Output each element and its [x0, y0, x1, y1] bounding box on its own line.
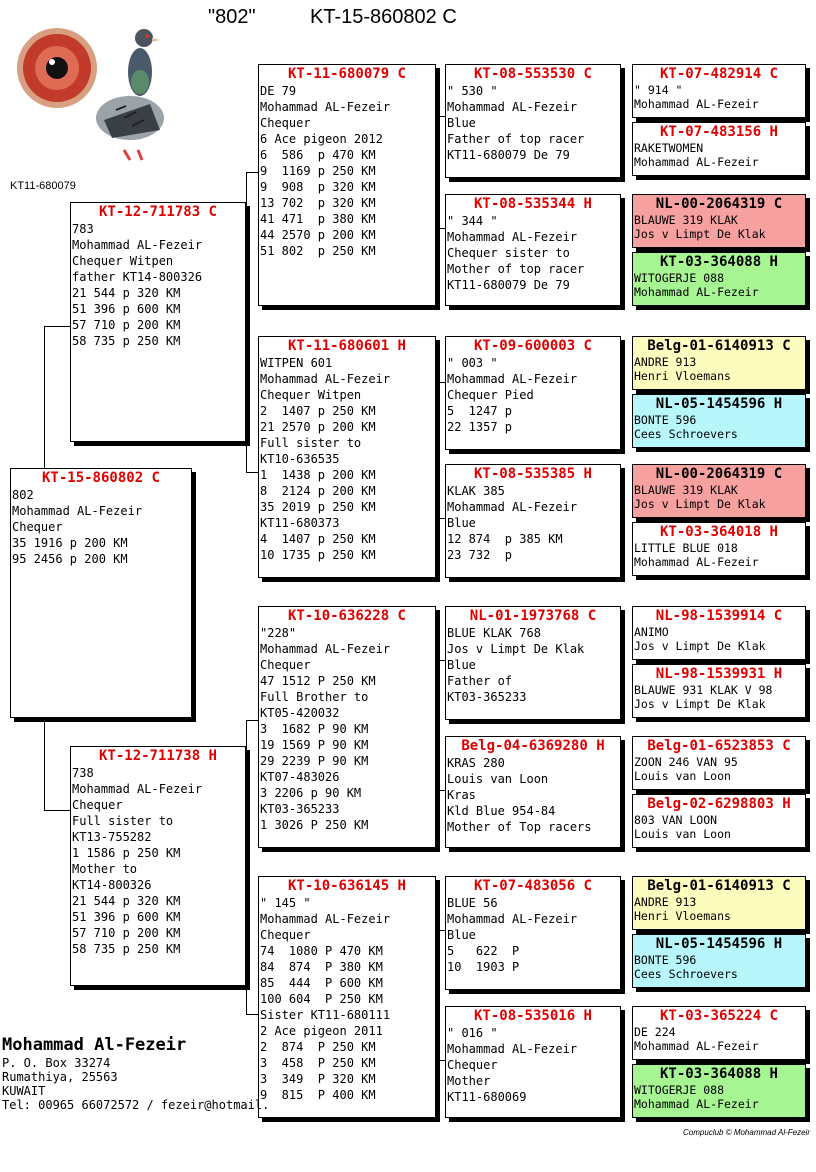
ring-number: Belg-01-6523853 C: [647, 738, 791, 754]
connector-line: [436, 228, 445, 229]
ring-number: KT-15-860802 C: [41, 470, 160, 486]
info-line: 12 874 p 385 KM: [447, 532, 563, 546]
pigeon-g5-12: [632, 794, 806, 848]
info-line: ANIMO: [634, 625, 669, 639]
info-line: Jos v Limpt De Klak: [634, 697, 766, 711]
pigeon-g5-9: [632, 606, 806, 660]
info-line: 2 Ace pigeon 2011: [260, 1024, 383, 1038]
header-ring: KT-15-860802 C: [310, 6, 457, 28]
info-line: Jos v Limpt De Klak: [634, 227, 766, 241]
photo-caption: KT11-680079: [10, 180, 76, 192]
pigeon-g5-8: [632, 522, 806, 576]
info-line: Mohammad AL-Fezeir: [260, 372, 391, 386]
ring-number: Belg-04-6369280 H: [461, 738, 605, 754]
info-line: 84 874 P 380 KM: [260, 960, 383, 974]
info-line: Chequer Witpen: [260, 388, 362, 402]
ring-number: KT-07-483056 C: [473, 878, 592, 894]
info-line: Mohammad AL-Fezeir: [72, 782, 203, 796]
pigeon-sire: [70, 202, 246, 442]
info-line: Chequer: [72, 798, 123, 812]
info-line: RAKETWOMEN: [634, 141, 704, 155]
info-line: 51 396 p 600 KM: [72, 302, 181, 316]
info-line: 6 586 p 470 KM: [260, 148, 376, 162]
pigeon-g4-6: [445, 736, 621, 848]
info-line: 35 1916 p 200 KM: [12, 536, 128, 550]
info-line: 3 349 P 320 KM: [260, 1072, 376, 1086]
info-line: 85 444 P 600 KM: [260, 976, 383, 990]
info-line: Mohammad AL-Fezeir: [634, 1039, 759, 1053]
info-line: Father of top racer: [447, 132, 585, 146]
info-line: BLAUWE 931 KLAK V 98: [634, 683, 773, 697]
ring-number: KT-07-483156 H: [659, 124, 778, 140]
info-line: Mohammad AL-Fezeir: [12, 504, 143, 518]
info-line: 5 622 P: [447, 944, 520, 958]
info-line: Henri Vloemans: [634, 909, 731, 923]
ring-number: NL-00-2064319 C: [655, 196, 783, 212]
info-line: Chequer: [12, 520, 63, 534]
info-line: Louis van Loon: [634, 827, 731, 841]
connector-line: [246, 720, 247, 1014]
pigeon-sire-dam: [258, 336, 436, 578]
info-line: KLAK 385: [447, 484, 505, 498]
pigeon-g5-4: [632, 252, 806, 306]
pigeon-g4-8: [445, 1006, 621, 1118]
info-line: Mother of top racer: [447, 262, 585, 276]
ring-number: KT-09-600003 C: [473, 338, 592, 354]
owner-address-line1: P. O. Box 33274: [2, 1056, 111, 1070]
footer-credit: Compuclub © Mohammad Al-Fezeir: [683, 1128, 810, 1137]
info-line: Mohammad AL-Fezeir: [260, 642, 391, 656]
info-line: 51 396 p 600 KM: [72, 910, 181, 924]
info-line: 1 3026 P 250 KM: [260, 818, 369, 832]
info-line: BONTE 596: [634, 413, 697, 427]
info-line: 21 544 p 320 KM: [72, 894, 181, 908]
info-line: 2 1407 p 250 KM: [260, 404, 376, 418]
info-line: Blue: [447, 516, 476, 530]
pigeon-g4-1: [445, 64, 621, 178]
info-line: 21 544 p 320 KM: [72, 286, 181, 300]
info-line: 10 1903 P: [447, 960, 520, 974]
connector-line: [246, 172, 247, 472]
info-line: Louis van Loon: [634, 769, 731, 783]
pigeon-g5-16: [632, 1064, 806, 1118]
info-line: Mohammad AL-Fezeir: [634, 1097, 759, 1111]
info-line: Jos v Limpt De Klak: [634, 639, 766, 653]
connector-line: [436, 660, 437, 790]
info-line: Mohammad AL-Fezeir: [447, 912, 578, 926]
ring-number: KT-08-553530 C: [473, 66, 592, 82]
owner-address-line2: Rumathiya, 25563: [2, 1070, 118, 1084]
info-line: ANDRE 913: [634, 895, 697, 909]
info-line: 6 Ace pigeon 2012: [260, 132, 383, 146]
connector-line: [436, 930, 437, 1060]
info-line: KT10-636535: [260, 452, 340, 466]
ring-number: NL-98-1539914 C: [655, 608, 783, 624]
connector-line: [436, 382, 445, 383]
pigeon-g5-6: [632, 394, 806, 448]
ring-number: KT-08-535385 H: [473, 466, 592, 482]
pigeon-g5-2: [632, 122, 806, 176]
info-line: ANDRE 913: [634, 355, 697, 369]
connector-line: [44, 720, 45, 810]
info-line: 35 2019 p 250 KM: [260, 500, 376, 514]
header-name: "802": [208, 6, 256, 28]
info-line: Blue: [447, 928, 476, 942]
info-line: 4 1407 p 250 KM: [260, 532, 376, 546]
info-line: Kras: [447, 788, 476, 802]
info-line: WITOGERJE 088: [634, 1083, 725, 1097]
info-line: Blue: [447, 658, 476, 672]
info-line: 5 1247 p: [447, 404, 513, 418]
connector-line: [436, 116, 445, 117]
info-line: 3 1682 P 90 KM: [260, 722, 369, 736]
info-line: " 530 ": [447, 84, 498, 98]
info-line: 74 1080 P 470 KM: [260, 944, 383, 958]
info-line: Mohammad AL-Fezeir: [447, 230, 578, 244]
owner-block: [2, 1034, 269, 1112]
owner-contact: Tel: 00965 66072572 / fezeir@hotmail.: [2, 1098, 270, 1112]
ring-number: KT-10-636228 C: [287, 608, 406, 624]
info-line: Mohammad AL-Fezeir: [447, 100, 578, 114]
info-line: WITPEN 601: [260, 356, 333, 370]
ring-number: KT-12-711738 H: [98, 748, 217, 764]
connector-line: [436, 518, 445, 519]
info-line: Cees Schroevers: [634, 967, 738, 981]
info-line: KT07-483026: [260, 770, 340, 784]
info-line: Chequer: [260, 658, 311, 672]
info-line: KRAS 280: [447, 756, 505, 770]
info-line: KT03-365233: [447, 690, 527, 704]
info-line: 57 710 p 200 KM: [72, 926, 181, 940]
ring-number: KT-08-535344 H: [473, 196, 592, 212]
info-line: Henri Vloemans: [634, 369, 731, 383]
pigeon-g5-15: [632, 1006, 806, 1060]
owner-name: Mohammad Al-Fezeir: [2, 1035, 187, 1055]
ring-number: Belg-01-6140913 C: [647, 338, 791, 354]
ring-number: NL-00-2064319 C: [655, 466, 783, 482]
info-line: Mohammad AL-Fezeir: [447, 1042, 578, 1056]
info-line: Chequer: [260, 116, 311, 130]
info-line: Mohammad AL-Fezeir: [634, 97, 759, 111]
info-line: KT14-800326: [72, 878, 152, 892]
info-line: 22 1357 p: [447, 420, 513, 434]
ring-number: KT-03-365224 C: [659, 1008, 778, 1024]
info-line: KT13-755282: [72, 830, 152, 844]
info-line: KT03-365233: [260, 802, 340, 816]
ring-number: NL-01-1973768 C: [469, 608, 597, 624]
connector-line: [436, 660, 445, 661]
info-line: ZOON 246 VAN 95: [634, 755, 738, 769]
info-line: BLUE KLAK 768: [447, 626, 541, 640]
info-line: Mother to: [72, 862, 138, 876]
ring-number: NL-05-1454596 H: [655, 396, 783, 412]
ring-number: KT-10-636145 H: [287, 878, 406, 894]
connector-line: [436, 790, 445, 791]
info-line: 23 732 p: [447, 548, 513, 562]
info-line: 802: [12, 488, 34, 502]
pigeon-g5-10: [632, 664, 806, 718]
info-line: 8 2124 p 200 KM: [260, 484, 376, 498]
info-line: 51 802 p 250 KM: [260, 244, 376, 258]
info-line: 57 710 p 200 KM: [72, 318, 181, 332]
info-line: Chequer sister to: [447, 246, 570, 260]
owner-country: KUWAIT: [2, 1084, 46, 1098]
connector-line: [436, 382, 437, 518]
ring-number: KT-12-711783 C: [98, 204, 217, 220]
pigeon-g5-7: [632, 464, 806, 518]
info-line: BONTE 596: [634, 953, 697, 967]
info-line: 3 458 P 250 KM: [260, 1056, 376, 1070]
info-line: Mother of Top racers: [447, 820, 592, 834]
info-line: 738: [72, 766, 94, 780]
info-line: Father of: [447, 674, 513, 688]
info-line: 783: [72, 222, 94, 236]
info-line: " 914 ": [634, 83, 683, 97]
info-line: WITOGERJE 088: [634, 271, 725, 285]
info-line: 58 735 p 250 KM: [72, 942, 181, 956]
info-line: Mohammad AL-Fezeir: [634, 155, 759, 169]
pigeon-g5-5: [632, 336, 806, 390]
info-line: KT11-680069: [447, 1090, 527, 1104]
info-line: Mohammad AL-Fezeir: [634, 285, 759, 299]
ring-number: KT-08-535016 H: [473, 1008, 592, 1024]
ring-number: KT-11-680079 C: [287, 66, 406, 82]
info-line: 58 735 p 250 KM: [72, 334, 181, 348]
info-line: KT05-420032: [260, 706, 340, 720]
info-line: Sister KT11-680111: [260, 1008, 391, 1022]
pigeon-g5-3: [632, 194, 806, 248]
info-line: 41 471 p 380 KM: [260, 212, 376, 226]
info-line: 47 1512 P 250 KM: [260, 674, 376, 688]
info-line: 100 604 P 250 KM: [260, 992, 383, 1006]
info-line: 44 2570 p 200 KM: [260, 228, 376, 242]
connector-line: [44, 810, 70, 811]
info-line: Mohammad AL-Fezeir: [72, 238, 203, 252]
info-line: Chequer Witpen: [72, 254, 174, 268]
pigeon-g4-2: [445, 194, 621, 306]
info-line: Mohammad AL-Fezeir: [260, 100, 391, 114]
info-line: 10 1735 p 250 KM: [260, 548, 376, 562]
info-line: Mohammad AL-Fezeir: [447, 500, 578, 514]
pigeon-g4-4: [445, 464, 621, 578]
info-line: 9 908 p 320 KM: [260, 180, 376, 194]
ring-number: KT-07-482914 C: [659, 66, 778, 82]
info-line: 803 VAN LOON: [634, 813, 718, 827]
info-line: Mohammad AL-Fezeir: [447, 372, 578, 386]
info-line: 29 2239 P 90 KM: [260, 754, 369, 768]
info-line: "228": [260, 626, 297, 640]
info-line: " 145 ": [260, 896, 311, 910]
ring-number: Belg-02-6298803 H: [647, 796, 791, 812]
info-line: Kld Blue 954-84: [447, 804, 556, 818]
info-line: 19 1569 P 90 KM: [260, 738, 369, 752]
info-line: Full sister to: [260, 436, 362, 450]
info-line: " 003 ": [447, 356, 498, 370]
info-line: 13 702 p 320 KM: [260, 196, 376, 210]
info-line: 21 2570 p 200 KM: [260, 420, 376, 434]
info-line: KT11-680079 De 79: [447, 148, 570, 162]
info-line: 1 1438 p 200 KM: [260, 468, 376, 482]
connector-line: [44, 326, 70, 327]
info-line: Mother: [447, 1074, 491, 1088]
pigeon-photo: [12, 10, 168, 166]
pigeon-dam-sire: [258, 606, 436, 848]
info-line: Full sister to: [72, 814, 174, 828]
pigeon-dam: [70, 746, 246, 986]
info-line: father KT14-800326: [72, 270, 203, 284]
info-line: Cees Schroevers: [634, 427, 738, 441]
ring-number: NL-98-1539931 H: [655, 666, 783, 682]
info-line: Louis van Loon: [447, 772, 549, 786]
ring-number: NL-05-1454596 H: [655, 936, 783, 952]
info-line: 2 874 P 250 KM: [260, 1040, 376, 1054]
pigeon-g5-13: [632, 876, 806, 930]
info-line: Mohammad AL-Fezeir: [634, 555, 759, 569]
connector-line: [436, 116, 437, 228]
info-line: BLUE 56: [447, 896, 498, 910]
pigeon-g5-14: [632, 934, 806, 988]
info-line: " 016 ": [447, 1026, 498, 1040]
info-line: Mohammad AL-Fezeir: [260, 912, 391, 926]
info-line: Full Brother to: [260, 690, 369, 704]
info-line: 3 2206 p 90 KM: [260, 786, 362, 800]
pigeon-sire-sire: [258, 64, 436, 306]
info-line: LITTLE BLUE 018: [634, 541, 738, 555]
ring-number: KT-03-364088 H: [659, 254, 778, 270]
info-line: 9 815 P 400 KM: [260, 1088, 376, 1102]
info-line: " 344 ": [447, 214, 498, 228]
info-line: BLAUWE 319 KLAK: [634, 213, 738, 227]
pigeon-g4-3: [445, 336, 621, 450]
info-line: Jos v Limpt De Klak: [634, 497, 766, 511]
pigeon-g5-11: [632, 736, 806, 790]
info-line: 1 1586 p 250 KM: [72, 846, 181, 860]
info-line: DE 79: [260, 84, 297, 98]
ring-number: KT-03-364018 H: [659, 524, 778, 540]
pigeon-dam-dam: [258, 876, 436, 1118]
pigeon-g5-1: [632, 64, 806, 118]
pigeon-subject: [10, 468, 192, 718]
info-line: KT11-680373: [260, 516, 340, 530]
info-line: Jos v Limpt De Klak: [447, 642, 585, 656]
info-line: 95 2456 p 200 KM: [12, 552, 128, 566]
info-line: BLAUWE 319 KLAK: [634, 483, 738, 497]
ring-number: Belg-01-6140913 C: [647, 878, 791, 894]
info-line: Blue: [447, 116, 476, 130]
info-line: KT11-680079 De 79: [447, 278, 570, 292]
ring-number: KT-11-680601 H: [287, 338, 406, 354]
connector-line: [436, 1060, 445, 1061]
connector-line: [436, 930, 445, 931]
info-line: Chequer Pied: [447, 388, 534, 402]
connector-line: [246, 720, 258, 721]
pigeon-g4-7: [445, 876, 621, 990]
ring-number: KT-03-364088 H: [659, 1066, 778, 1082]
pigeon-g4-5: [445, 606, 621, 720]
info-line: 9 1169 p 250 KM: [260, 164, 376, 178]
info-line: DE 224: [634, 1025, 676, 1039]
connector-line: [246, 1014, 258, 1015]
info-line: Chequer: [447, 1058, 498, 1072]
connector-line: [246, 472, 258, 473]
connector-line: [246, 172, 258, 173]
info-line: Chequer: [260, 928, 311, 942]
connector-line: [44, 326, 45, 468]
